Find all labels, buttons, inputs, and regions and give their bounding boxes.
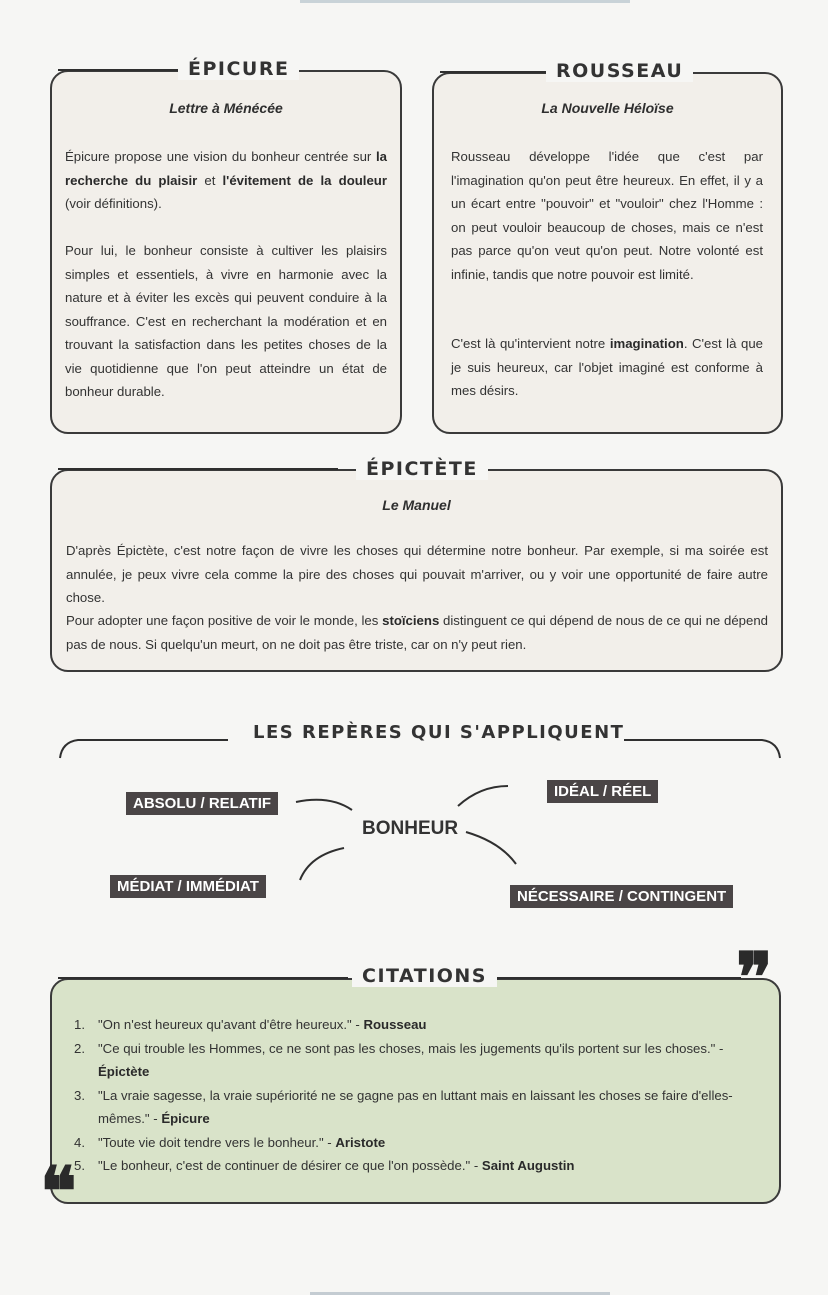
epicure-emphasis-plaisir: la recherche du plaisir [65, 149, 387, 188]
citation-item: 4. "Toute vie doit tendre vers le bonheur." - Aristote [74, 1134, 386, 1150]
citations-title: CITATIONS [352, 965, 497, 987]
citation-item: 2. "Ce qui trouble les Hommes, ce ne sont pas les choses, mais les jugements qu'ils portent sur les choses." - Épictète [74, 1040, 724, 1079]
epictete-paragraph-1: D'après Épictète, c'est notre façon de vivre les choses qui détermine notre bonheur. Par exemple, si ma soirée est annulée, je peux vivre cela comme la pire des choses qui pouvait m'arriver, ou y voir une opportunité de faire autre chose. [66, 543, 768, 605]
citations-title-rule-right [486, 977, 741, 979]
rousseau-paragraph-2: C'est là qu'intervient notre imagination. C'est là que je suis heureux, car l'objet imaginé est conforme à mes désirs. [451, 336, 763, 398]
epictete-subtitle: Le Manuel [382, 497, 451, 513]
epictete-paragraph-2: Pour adopter une façon positive de voir le monde, les stoïciens distinguent ce qui dépend de nous de ce qui ne dépend pas de nous. Si quelqu'un meurt, on ne doit pas être triste, car on n'y peut rien. [66, 613, 768, 652]
rousseau-emphasis-imagination: imagination [609, 336, 684, 351]
tag-mediat-immediat: MÉDIAT / IMMÉDIAT [110, 875, 266, 898]
epicure-paragraph-1: Épicure propose une vision du bonheur centrée sur la recherche du plaisir et l'évitement de la douleur (voir définitions). [65, 149, 387, 211]
citation-item: 5. "Le bonheur, c'est de continuer de désirer ce que l'on possède." - Saint Augustin [74, 1158, 575, 1173]
open-quote-icon: ❝ [40, 1152, 77, 1232]
bonheur-center-label: BONHEUR [362, 818, 459, 839]
epicure-subtitle: Lettre à Ménécée [169, 100, 283, 116]
epicure-emphasis-douleur: l'évitement de la douleur [222, 172, 387, 188]
tag-necessaire-contingent: NÉCESSAIRE / CONTINGENT [510, 885, 733, 908]
rousseau-paragraph-1: Rousseau développe l'idée que c'est par l'imagination qu'on peut être heureux. En effet, il y a un écart entre "pouvoir" et "vouloir" chez l'Homme : on peut vouloir beaucoup de choses, mais ce n'est pas parce qu'on veut qu'on peut. Notre volonté est infinie, tandis que notre pouvoir est limité. [451, 149, 763, 282]
tag-absolu-relatif: ABSOLU / RELATIF [126, 792, 278, 815]
epicure-title: ÉPICURE [178, 58, 299, 80]
epicure-paragraph-2: Pour lui, le bonheur consiste à cultiver les plaisirs simples et essentiels, à vivre en harmonie avec la nature et à éviter les excès qui peuvent conduire à la souffrance. C'est en recherchant la modération et en trouvant la satisfaction dans les petites choses de la vie quotidienne que l'on peut atteindre un état de bonheur durable. [65, 243, 387, 399]
rousseau-subtitle: La Nouvelle Héloïse [541, 100, 674, 116]
reperes-title: LES REPÈRES QUI S'APPLIQUENT [253, 722, 625, 743]
citation-item: 3. "La vraie sagesse, la vraie supériorité ne se gagne pas en luttant mais en laissant les choses se faire d'elles-mêmes." - Épicure [74, 1087, 733, 1126]
citation-item: 1. "On n'est heureux qu'avant d'être heureux." - Rousseau [74, 1017, 427, 1032]
tag-ideal-reel: IDÉAL / RÉEL [547, 780, 658, 803]
rousseau-title: ROUSSEAU [546, 60, 693, 82]
citations-list [74, 1013, 764, 1178]
close-quote-icon: ❞ [736, 938, 773, 1018]
citations-title-rule-left [58, 977, 348, 979]
epictete-title: ÉPICTÈTE [356, 458, 488, 480]
epictete-emphasis-stoiciens: stoïciens [382, 613, 440, 628]
